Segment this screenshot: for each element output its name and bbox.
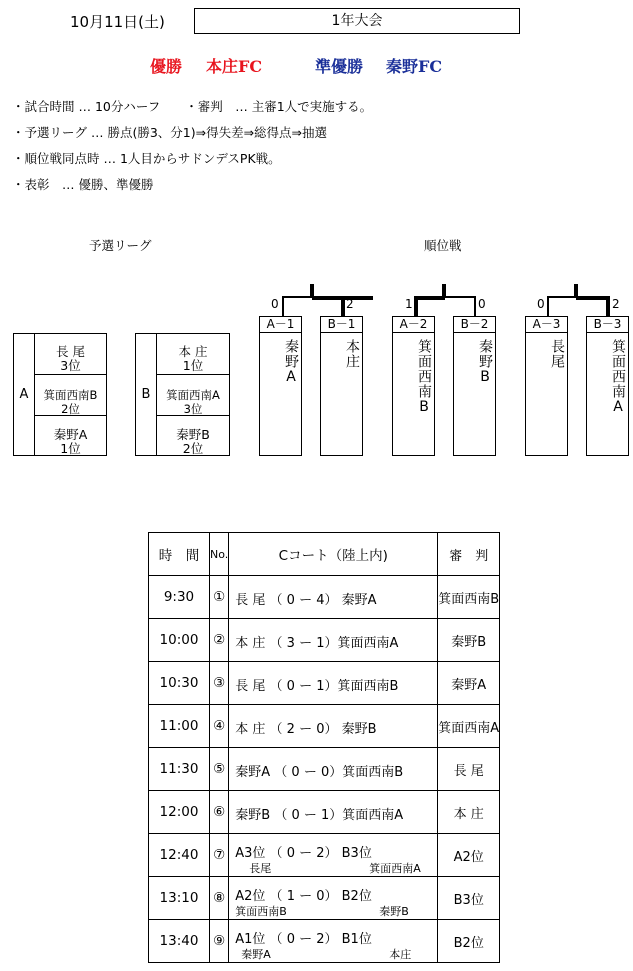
table-row: [149, 705, 500, 748]
table-row: [149, 834, 500, 877]
league-b-letter: B: [135, 333, 157, 456]
match-cell: [229, 619, 438, 662]
slot-label: B－2: [454, 317, 495, 333]
team-rank: 2位: [182, 441, 204, 456]
match-no: ③: [210, 662, 229, 705]
header-referee: 審 判: [438, 533, 500, 576]
match-result: 本 庄 （ 2 ー 0） 秦野B: [235, 722, 377, 737]
rule-line: ・順位戦同点時 … 1人目からサドンデスPK戦。: [12, 151, 281, 166]
match-result: 本 庄 （ 3 ー 1）箕面西南A: [235, 636, 399, 651]
team-name: 箕面西南B: [43, 388, 98, 402]
runner-up-team: 秦野FC: [386, 57, 443, 76]
match-no: ⑤: [210, 748, 229, 791]
match-sub-right: 本庄: [389, 948, 412, 961]
champion-label: 優勝: [150, 57, 183, 76]
bracket-score: 0: [271, 297, 279, 311]
bracket-slot: [259, 316, 302, 456]
team-rank: 1位: [182, 358, 204, 373]
match-result: 長 尾 （ 0 ー 1）箕面西南B: [235, 679, 399, 694]
header-no: No.: [210, 533, 229, 576]
match-sub-left: 長尾: [249, 862, 272, 875]
team-rank: 1位: [60, 441, 81, 456]
match-result: A3位 （ 0 ー 2） B3位: [235, 846, 372, 861]
bracket-slot: [525, 316, 568, 456]
match-cell: [229, 576, 438, 619]
bracket-winner-line: [442, 284, 446, 298]
slot-team: 秦野A: [283, 339, 299, 386]
table-row: [149, 748, 500, 791]
team-name: 長 尾: [56, 344, 85, 359]
slot-label: B－1: [321, 317, 362, 333]
event-title: 1年大会: [194, 8, 520, 34]
team-name: 本 庄: [178, 344, 208, 359]
match-result: 秦野A （ 0 ー 0）箕面西南B: [235, 765, 404, 780]
match-time: 10:00: [149, 619, 210, 662]
match-no: ②: [210, 619, 229, 662]
slot-label: B－3: [587, 317, 628, 333]
slot-team: 箕面西南B: [416, 339, 432, 416]
league-team-cell: [34, 415, 107, 456]
table-row: [149, 662, 500, 705]
match-result: A1位 （ 0 ー 2） B1位: [235, 932, 372, 947]
match-no: ⑦: [210, 834, 229, 877]
header-court: Cコート（陸上内): [229, 533, 438, 576]
match-cell: [229, 877, 438, 920]
bracket-score: 2: [346, 297, 354, 311]
rule-line: ・表彰 … 優勝、準優勝: [12, 177, 154, 192]
placement-section-title: 順位戦: [424, 238, 462, 253]
bracket-line: [282, 296, 284, 316]
league-team-cell: [34, 333, 107, 375]
match-referee: 箕面西南A: [438, 705, 500, 748]
bracket-score: 0: [537, 297, 545, 311]
league-team-cell: [34, 374, 107, 416]
team-rank: 3位: [60, 358, 81, 373]
match-sub-left: 秦野A: [241, 948, 271, 961]
match-referee: A2位: [438, 834, 500, 877]
league-team-cell: [156, 374, 230, 416]
match-referee: 秦野B: [438, 619, 500, 662]
match-result: 長 尾 （ 0 ー 4） 秦野A: [235, 593, 377, 608]
match-referee: B2位: [438, 920, 500, 963]
table-row: [149, 877, 500, 920]
match-sub-right: 秦野B: [379, 905, 409, 918]
league-section-title: 予選リーグ: [89, 238, 152, 253]
match-cell: [229, 705, 438, 748]
match-sub-right: 箕面西南A: [369, 862, 421, 875]
match-cell: [229, 748, 438, 791]
league-team-cell: [156, 333, 230, 375]
slot-team: 秦野B: [477, 339, 493, 386]
league-team-cell: [156, 415, 230, 456]
bracket-score: 1: [405, 297, 413, 311]
bracket-slot: [453, 316, 496, 456]
match-time: 11:00: [149, 705, 210, 748]
match-referee: 長 尾: [438, 748, 500, 791]
match-time: 9:30: [149, 576, 210, 619]
match-time: 10:30: [149, 662, 210, 705]
match-referee: 箕面西南B: [438, 576, 500, 619]
team-rank: 2位: [61, 402, 80, 416]
league-b-table: [135, 333, 230, 456]
schedule-table: [148, 532, 500, 963]
team-rank: 3位: [183, 402, 203, 416]
bracket-winner-line: [341, 296, 345, 316]
event-date: 10月11日(土): [70, 13, 165, 31]
bracket-slot: [586, 316, 629, 456]
header-time: 時 間: [149, 533, 210, 576]
match-referee: B3位: [438, 877, 500, 920]
bracket-score: 0: [478, 297, 486, 311]
match-time: 13:10: [149, 877, 210, 920]
match-sub-left: 箕面西南B: [235, 905, 287, 918]
table-row: [149, 920, 500, 963]
match-no: ⑧: [210, 877, 229, 920]
bracket-winner-line: [414, 296, 418, 316]
bracket-slot: [320, 316, 363, 456]
slot-label: A－1: [260, 317, 301, 333]
schedule-header-row: [149, 533, 500, 576]
match-result: A2位 （ 1 ー 0） B2位: [235, 889, 372, 904]
league-a-letter: A: [13, 333, 35, 456]
match-time: 13:40: [149, 920, 210, 963]
runner-up-label: 準優勝: [315, 57, 364, 76]
team-name: 箕面西南A: [166, 388, 220, 402]
match-cell: [229, 662, 438, 705]
slot-team: 長尾: [549, 339, 565, 369]
table-row: [149, 791, 500, 834]
match-time: 12:00: [149, 791, 210, 834]
bracket-winner-line: [576, 296, 609, 300]
table-row: [149, 619, 500, 662]
slot-team: 箕面西南A: [610, 339, 626, 416]
match-referee: 本 庄: [438, 791, 500, 834]
rule-line: ・予選リーグ … 勝点(勝3、分1)⇒得失差⇒総得点⇒抽選: [12, 125, 328, 140]
match-time: 11:30: [149, 748, 210, 791]
match-cell: [229, 834, 438, 877]
champion-team: 本庄FC: [206, 57, 263, 76]
team-name: 秦野A: [53, 427, 88, 442]
match-cell: [229, 920, 438, 963]
slot-team: 本庄: [344, 339, 360, 369]
match-time: 12:40: [149, 834, 210, 877]
bracket-score: 2: [612, 297, 620, 311]
bracket-slot: [392, 316, 435, 456]
match-no: ①: [210, 576, 229, 619]
bracket-line: [547, 296, 549, 316]
bracket-winner-line: [310, 284, 314, 298]
bracket-line: [474, 296, 476, 316]
match-no: ④: [210, 705, 229, 748]
match-no: ⑨: [210, 920, 229, 963]
slot-label: A－2: [393, 317, 434, 333]
bracket-winner-line: [606, 296, 610, 316]
table-row: [149, 576, 500, 619]
match-referee: 秦野A: [438, 662, 500, 705]
rule-line: ・試合時間 … 10分ハーフ ・審判 … 主審1人で実施する。: [12, 99, 373, 114]
team-name: 秦野B: [176, 427, 210, 442]
match-no: ⑥: [210, 791, 229, 834]
match-result: 秦野B （ 0 ー 1）箕面西南A: [235, 808, 404, 823]
league-a-table: [13, 333, 107, 456]
bracket-winner-line: [414, 296, 445, 300]
match-cell: [229, 791, 438, 834]
bracket-winner-line: [574, 284, 578, 298]
slot-label: A－3: [526, 317, 567, 333]
